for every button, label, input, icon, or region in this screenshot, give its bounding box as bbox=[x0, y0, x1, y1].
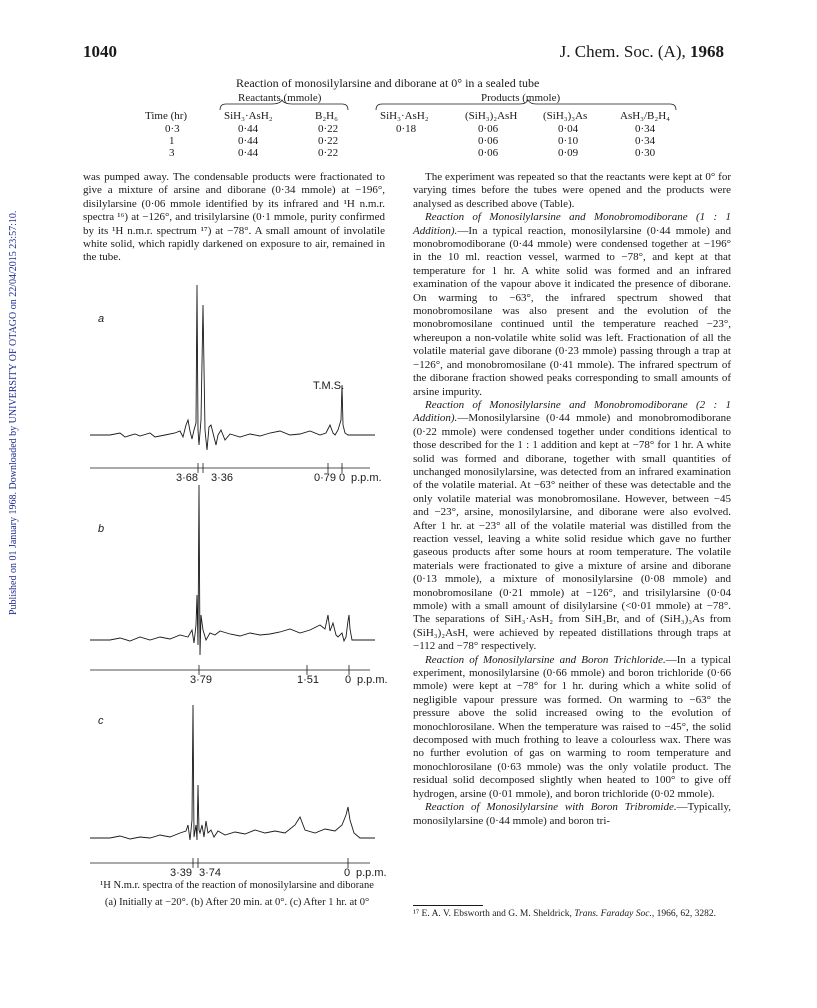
tick-label: p.p.m. bbox=[357, 674, 388, 686]
footnote-journal: Trans. Faraday Soc., bbox=[574, 909, 655, 919]
table-cell: 0·09 bbox=[558, 147, 579, 159]
table-cell: 0·44 bbox=[238, 147, 259, 159]
table-cell: 0·06 bbox=[478, 123, 499, 135]
tms-label: T.M.S. bbox=[313, 380, 345, 392]
spectrum-b-trace bbox=[90, 485, 375, 675]
page-number: 1040 bbox=[83, 42, 117, 61]
tick-label: 0 bbox=[344, 867, 351, 879]
right-paragraph-2: Reaction of Monosilylarsine and Monobromodiborane (1 : 1 Addition).—In a typical reaction, monosilylarsine (0·44 mmole) and monobromodiborane (0·44 mmole) were condensed together at −196° in the 10 ml. reaction vessel, warmed to −78°, and kept at that temperature for 1 hr. A white solid was formed and an infrared examination of the vapour above it indicated the presence of diborane. On warming to −63°, the infrared spectrum showed that monobromosilane was also present and the evolution of the monobromosilane continued until the temperature reached −23°, whereupon a non-volatile white solid was left. Fractionation of all the volatile material gave diborane (0·23 mmole) passing through a trap at −126°, and monobromosilane (0·41 mmole). The infrared spectrum of the diborane fraction showed peaks corresponding to small amounts of arsine impurity. bbox=[413, 211, 731, 398]
figure-caption bbox=[92, 880, 382, 909]
table-cell: 0·06 bbox=[478, 135, 499, 147]
spectrum-b-letter: b bbox=[98, 523, 105, 535]
col-header-reactant-diborane: B₂H₆ bbox=[315, 110, 338, 122]
right-column-text bbox=[413, 171, 731, 828]
tick-label: 1·51 bbox=[297, 674, 320, 686]
table-cell: 0·22 bbox=[318, 147, 339, 159]
journal-name: J. Chem. Soc. (A), bbox=[559, 42, 686, 61]
col-header-product-trisilylarsine: (SiH₃)₃As bbox=[543, 110, 588, 122]
section-heading: Reaction of Monosilylarsine and Monobromodiborane (1 : 1 Addition). bbox=[413, 211, 731, 237]
tick-label: 3·74 bbox=[199, 867, 222, 879]
col-header-product-silylarsine: SiH₃·AsH₂ bbox=[380, 110, 429, 122]
right-paragraph-3: Reaction of Monosilylarsine and Monobromodiborane (2 : 1 Addition).—Monosilylarsine (0·44 mmole) and monobromodiborane (0·22 mmole) were condensed together under conditions identical to those described for the 1 : 1 addition and kept at −78° for 1 hr. A white solid was formed and diborane, together with small quantities of unchanged monosilylarsine, was detected from an infrared examination of the volatile material. At −63° neither of these was detectable and the only volatile material was monobromosilane. However, between −45 and −23°, arsine, monosilylarsine, and diborane were also evolved. After 1 hr. at −23° all of the volatile material was distilled from the reaction vessel, leaving a white solid residue which gave no further gaseous products after some hours at room temperature. The volatile materials were fractionated to give a mixture of arsine and diborane (0·13 mmole), a mixture of monosilylarsine (0·08 mmole) and monobromosilane (0·21 mmole) at −126°, and trisilylarsine (0·04 mmole) with a small amount of disilylarsine (<0·01 mmole) at −78°. The separations of SiH₃·AsH₂ from SiH₃Br, and of (SiH₃)₃As from (SiH₃)₂AsH, were achieved by repeated distillations through traps at −112 and −78° respectively. bbox=[413, 398, 731, 653]
footnote-authors: E. A. V. Ebsworth and G. M. Sheldrick, bbox=[421, 909, 572, 919]
reactants-group-label: Reactants (mmole) bbox=[238, 92, 322, 104]
tick-label: 0·79 bbox=[314, 472, 337, 484]
journal-year: 1968 bbox=[690, 42, 724, 61]
tick-label: 0 bbox=[339, 472, 346, 484]
tick-label: 3·79 bbox=[190, 674, 213, 686]
table-cell: 0·22 bbox=[318, 135, 339, 147]
table-caption: Reaction of monosilylarsine and diborane at 0° in a sealed tube bbox=[236, 76, 540, 90]
col-header-time: Time (hr) bbox=[145, 110, 188, 122]
table-cell: 3 bbox=[169, 147, 175, 159]
footnote-year-volume: 1966, 62, 3282. bbox=[656, 909, 716, 919]
right-paragraph-4: Reaction of Monosilylarsine and Boron Trichloride.—In a typical experiment, monosilylarsine (0·66 mmole) and boron trichloride (0·66 mmole) were kept at −78° for 1 hr. during which a white solid of negligible vapour pressure was formed. On warming to −63° the pressure above the solid increased owing to the evolution of monochlorosilane. When the temperature was raised to −45°, the solid decomposed with much frothing to leave a colourless wax. There was no further evolution of gas on warming to room temperature and monochlorosilane (0·63 mmole) was the only volatile product. The residual solid decomposed slightly when heated to 100° to give off hydrogen, arsine (0·01 mmole), and boron trichloride (0·02 mmole). bbox=[413, 653, 732, 800]
footnote-number: ¹⁷ bbox=[413, 909, 420, 919]
right-paragraph-5: Reaction of Monosilylarsine with Boron Tribromide.—Typically, monosilylarsine (0·44 mmole) and boron tri- bbox=[413, 801, 731, 827]
spectrum-a-letter: a bbox=[98, 313, 105, 325]
results-table bbox=[0, 0, 817, 160]
spectrum-c-trace bbox=[90, 705, 375, 868]
col-header-reactant-silylarsine: SiH₃·AsH₂ bbox=[224, 110, 273, 122]
section-heading: Reaction of Monosilylarsine and Boron Trichloride. bbox=[425, 653, 666, 666]
tick-label: 3·39 bbox=[170, 867, 193, 879]
col-header-product-disilylarsine: (SiH₃)₂AsH bbox=[465, 110, 518, 122]
tick-label: 0 bbox=[345, 674, 352, 686]
table-cell: 0·10 bbox=[558, 135, 579, 147]
tick-label: 3·36 bbox=[211, 472, 234, 484]
table-cell: 1 bbox=[169, 135, 175, 147]
figure-caption-title: ¹H N.m.r. spectra of the reaction of monosilylarsine and diborane bbox=[100, 880, 374, 891]
table-cell: 0·44 bbox=[238, 123, 259, 135]
tick-label: p.p.m. bbox=[356, 867, 387, 879]
table-cell: 0·34 bbox=[635, 135, 656, 147]
table-cell: 0·22 bbox=[318, 123, 339, 135]
left-paragraph: was pumped away. The condensable products were fractionated to give a mixture of arsine and diborane (0·34 mmole) at −196°, disilylarsine (0·06 mmole identified by its infrared and ¹H n.m.r. spectra ¹⁶) at −126°, and trisilylarsine (0·1 mmole, purity confirmed by its ¹H n.m.r. spectrum ¹⁷) at −78°. A small amount of involatile white solid, which rapidly darkened on exposure to air, remained in the tube. bbox=[83, 171, 385, 264]
table-cell: 0·44 bbox=[238, 135, 259, 147]
products-group-label: Products (mmole) bbox=[481, 92, 561, 104]
spectrum-c-letter: c bbox=[98, 715, 104, 727]
footnote bbox=[413, 908, 731, 920]
table-cell: 0·18 bbox=[396, 123, 417, 135]
table-cell: 0·04 bbox=[558, 123, 579, 135]
section-heading: Reaction of Monosilylarsine and Monobromodiborane (2 : 1 Addition). bbox=[413, 398, 731, 425]
table-cell: 0·30 bbox=[635, 147, 656, 159]
table-cell: 0·34 bbox=[635, 123, 656, 135]
section-heading: Reaction of Monosilylarsine with Boron Tribromide. bbox=[425, 801, 677, 814]
table-cell: 0·3 bbox=[165, 123, 180, 135]
figure-caption-legend: (a) Initially at −20°. (b) After 20 min. at 0°. (c) After 1 hr. at 0° bbox=[104, 896, 370, 908]
spectrum-a-trace bbox=[90, 285, 375, 473]
table-cell: 0·06 bbox=[478, 147, 499, 159]
col-header-product-arsine-diborane: AsH₃/B₂H₄ bbox=[620, 110, 671, 122]
nmr-figure bbox=[80, 285, 400, 885]
footnote-rule bbox=[413, 905, 483, 906]
right-paragraph-1: The experiment was repeated so that the reactants were kept at 0° for varying times before the tubes were opened and the products were analysed as described above (Table). bbox=[413, 171, 731, 210]
tick-label: 3·68 bbox=[176, 472, 199, 484]
tick-label: p.p.m. bbox=[351, 472, 382, 484]
left-column-text bbox=[83, 171, 385, 265]
